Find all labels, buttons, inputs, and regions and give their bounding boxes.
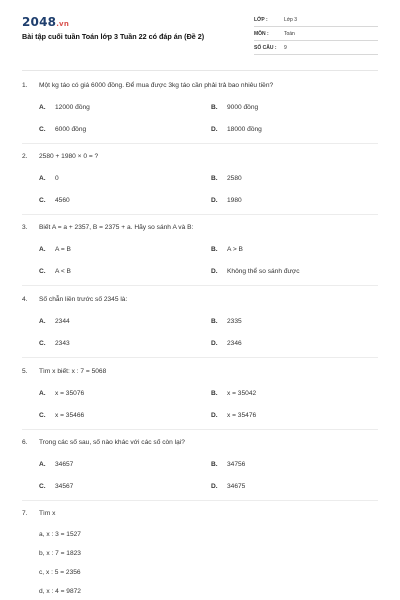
option-d[interactable] bbox=[211, 268, 300, 275]
meta-value: 9 bbox=[284, 45, 287, 51]
exercise-line: a, x : 3 = 1527 bbox=[39, 531, 81, 538]
option-key: B. bbox=[211, 246, 218, 253]
header-divider bbox=[22, 70, 378, 71]
option-b[interactable] bbox=[211, 461, 245, 468]
option-b[interactable] bbox=[211, 318, 242, 325]
option-text: 2343 bbox=[55, 340, 70, 347]
question-text: Tìm x bbox=[39, 510, 56, 517]
exercise-line: d, x : 4 = 9872 bbox=[39, 588, 81, 595]
exercise-line: c, x : 5 = 2356 bbox=[39, 569, 81, 576]
option-text: 4560 bbox=[55, 197, 70, 204]
meta-value: Lớp 3 bbox=[284, 17, 298, 23]
option-key: A. bbox=[39, 175, 46, 182]
question-divider bbox=[22, 214, 378, 215]
option-key: A. bbox=[39, 390, 46, 397]
option-d[interactable] bbox=[211, 197, 242, 204]
option-text: 6000 đồng bbox=[55, 126, 87, 133]
logo-main: 2048 bbox=[22, 15, 57, 29]
option-key: A. bbox=[39, 461, 46, 468]
option-text: 34657 bbox=[55, 461, 74, 468]
question-text: Một kg táo có giá 6000 đồng. Để mua được 3kg táo cần phải trả bao nhiêu tiền? bbox=[39, 82, 274, 89]
option-d[interactable] bbox=[211, 412, 256, 419]
option-key: C. bbox=[39, 268, 46, 275]
option-a[interactable] bbox=[39, 318, 70, 325]
option-text: x = 35042 bbox=[227, 390, 257, 397]
question-divider bbox=[22, 357, 378, 358]
option-c[interactable] bbox=[39, 268, 71, 275]
option-c[interactable] bbox=[39, 197, 70, 204]
exercise-line: b, x : 7 = 1823 bbox=[39, 550, 81, 557]
meta-label: MÔN : bbox=[254, 31, 269, 37]
option-key: B. bbox=[211, 104, 218, 111]
question-number: 3. bbox=[22, 224, 28, 231]
question-text: Số chẵn liền trước số 2345 là: bbox=[39, 296, 128, 303]
option-key: B. bbox=[211, 318, 218, 325]
meta-label: SỐ CÂU : bbox=[254, 45, 277, 51]
option-text: A < B bbox=[55, 268, 71, 275]
site-logo[interactable] bbox=[22, 15, 69, 29]
option-key: D. bbox=[211, 268, 218, 275]
option-d[interactable] bbox=[211, 126, 262, 133]
option-key: A. bbox=[39, 246, 46, 253]
option-text: A = B bbox=[55, 246, 71, 253]
question-divider bbox=[22, 429, 378, 430]
logo-suffix: .vn bbox=[56, 20, 70, 28]
option-key: C. bbox=[39, 126, 46, 133]
question-number: 1. bbox=[22, 82, 28, 89]
option-text: 34675 bbox=[227, 483, 246, 490]
option-b[interactable] bbox=[211, 246, 243, 253]
worksheet-header bbox=[0, 0, 400, 68]
option-d[interactable] bbox=[211, 483, 245, 490]
option-text: A > B bbox=[227, 246, 243, 253]
meta-row-class bbox=[254, 14, 378, 27]
option-a[interactable] bbox=[39, 175, 59, 182]
option-text: 1980 bbox=[227, 197, 242, 204]
option-text: 2346 bbox=[227, 340, 242, 347]
option-key: C. bbox=[39, 412, 46, 419]
question-number: 2. bbox=[22, 153, 28, 160]
option-text: x = 35476 bbox=[227, 412, 257, 419]
option-b[interactable] bbox=[211, 104, 258, 111]
meta-row-subject bbox=[254, 28, 378, 41]
option-c[interactable] bbox=[39, 340, 70, 347]
meta-row-count bbox=[254, 42, 378, 55]
option-d[interactable] bbox=[211, 340, 242, 347]
option-key: B. bbox=[211, 390, 218, 397]
option-a[interactable] bbox=[39, 461, 73, 468]
question-number: 6. bbox=[22, 439, 28, 446]
option-key: D. bbox=[211, 483, 218, 490]
option-a[interactable] bbox=[39, 104, 90, 111]
option-text: 0 bbox=[55, 175, 59, 182]
option-c[interactable] bbox=[39, 126, 86, 133]
option-key: D. bbox=[211, 197, 218, 204]
page-title: Bài tập cuối tuần Toán lớp 3 Tuần 22 có đáp án (Đề 2) bbox=[22, 32, 205, 41]
option-key: D. bbox=[211, 126, 218, 133]
option-text: x = 35076 bbox=[55, 390, 85, 397]
option-text: x = 35466 bbox=[55, 412, 85, 419]
option-text: 34567 bbox=[55, 483, 74, 490]
option-c[interactable] bbox=[39, 412, 84, 419]
meta-value: Toán bbox=[284, 31, 295, 37]
option-key: D. bbox=[211, 412, 218, 419]
option-c[interactable] bbox=[39, 483, 73, 490]
option-key: D. bbox=[211, 340, 218, 347]
question-divider bbox=[22, 143, 378, 144]
option-key: B. bbox=[211, 175, 218, 182]
question-text: 2580 + 1980 × 0 = ? bbox=[39, 153, 99, 160]
option-text: 2580 bbox=[227, 175, 242, 182]
option-key: A. bbox=[39, 318, 46, 325]
option-key: C. bbox=[39, 340, 46, 347]
option-b[interactable] bbox=[211, 175, 242, 182]
option-key: C. bbox=[39, 483, 46, 490]
question-number: 5. bbox=[22, 368, 28, 375]
option-text: 2344 bbox=[55, 318, 70, 325]
option-a[interactable] bbox=[39, 390, 84, 397]
option-text: 34756 bbox=[227, 461, 246, 468]
question-number: 4. bbox=[22, 296, 28, 303]
option-key: B. bbox=[211, 461, 218, 468]
option-key: A. bbox=[39, 104, 46, 111]
option-text: 9000 đồng bbox=[227, 104, 259, 111]
option-key: C. bbox=[39, 197, 46, 204]
meta-label: LỚP : bbox=[254, 17, 268, 23]
question-divider bbox=[22, 500, 378, 501]
option-b[interactable] bbox=[211, 390, 256, 397]
question-text: Biết A = a + 2357, B = 2375 + a. Hãy so sánh A và B: bbox=[39, 224, 194, 231]
question-text: Tìm x biết: x : 7 = 5068 bbox=[39, 368, 107, 375]
question-divider bbox=[22, 285, 378, 286]
option-text: 12000 đồng bbox=[55, 104, 90, 111]
option-text: Không thể so sánh được bbox=[227, 268, 300, 275]
option-text: 18000 đồng bbox=[227, 126, 262, 133]
option-a[interactable] bbox=[39, 246, 71, 253]
question-number: 7. bbox=[22, 510, 28, 517]
question-text: Trong các số sau, số nào khác với các số còn lại? bbox=[39, 439, 185, 446]
option-text: 2335 bbox=[227, 318, 242, 325]
